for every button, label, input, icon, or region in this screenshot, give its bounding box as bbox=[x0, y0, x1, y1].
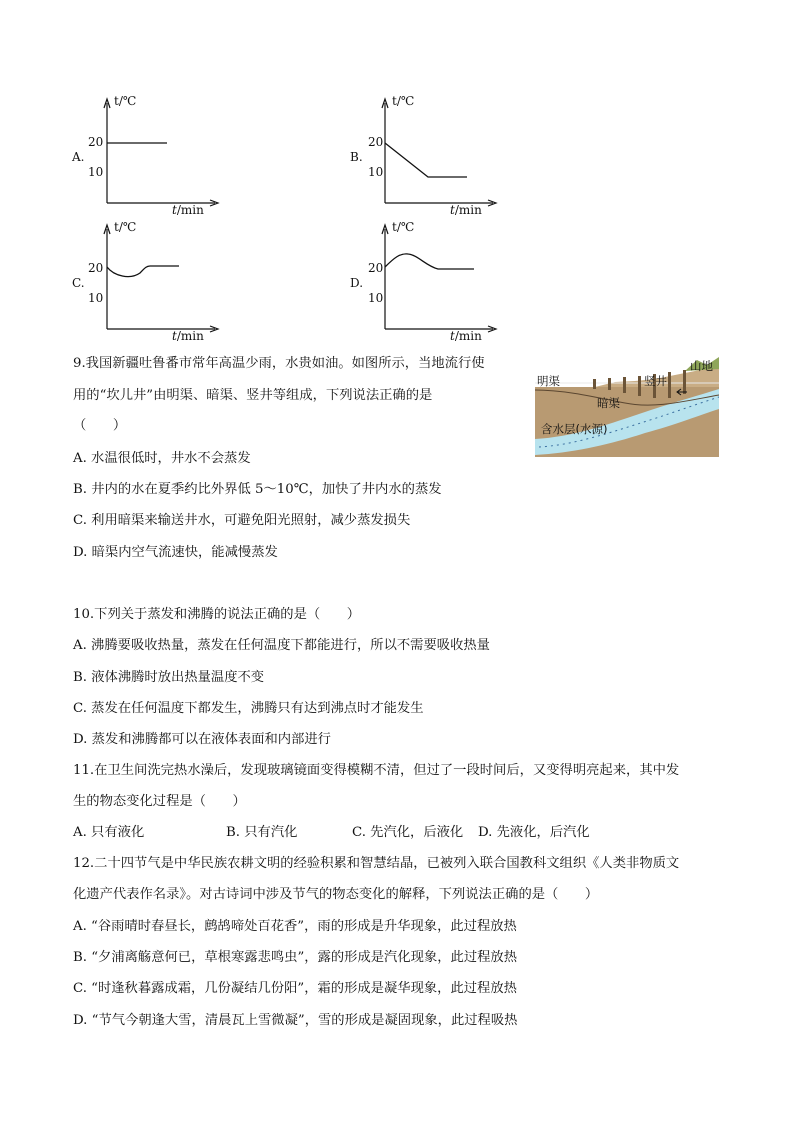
q10-stem: 10.下列关于蒸发和沸腾的说法正确的是（ ） bbox=[73, 607, 361, 622]
tick-label-10: 10 bbox=[88, 165, 104, 179]
temperature-curve bbox=[107, 266, 179, 277]
q12-stem-line-2: 化遗产代表作名录》。对古诗词中涉及节气的物态变化的解释，下列说法正确的是（ ） bbox=[73, 887, 599, 902]
graph-option-label: B. bbox=[350, 150, 363, 164]
q9-stem-line-1: 9.我国新疆吐鲁番市常年高温少雨，水贵如油。如图所示，当地流行使 bbox=[73, 356, 485, 371]
q11-options bbox=[73, 821, 590, 840]
tick-label-10: 10 bbox=[368, 165, 384, 179]
tick-label-20: 20 bbox=[368, 135, 384, 149]
q10-option-b: B. 液体沸腾时放出热量温度不变 bbox=[73, 670, 265, 685]
graph-option-label: D. bbox=[350, 276, 364, 290]
graph-d-plot bbox=[350, 218, 500, 338]
x-axis-label: t/min bbox=[450, 203, 482, 217]
x-axis-label: t/min bbox=[172, 203, 204, 217]
q12-option-d: D. “节气今朝逢大雪，清晨瓦上雪微凝”，雪的形成是凝固现象，此过程吸热 bbox=[73, 1013, 518, 1028]
tick-label-10: 10 bbox=[368, 291, 384, 305]
q9-option-a: A. 水温很低时，井水不会蒸发 bbox=[73, 451, 251, 466]
temperature-curve bbox=[385, 254, 474, 269]
q11-stem-line-1: 11.在卫生间洗完热水澡后，发现玻璃镜面变得模糊不清，但过了一段时间后，又变得明亮起来，其中发 bbox=[73, 763, 680, 778]
q9-stem-line-2: 用的“坎儿井”由明渠、暗渠、竖井等组成，下列说法正确的是 bbox=[73, 388, 433, 403]
x-axis-label: t/min bbox=[172, 329, 204, 343]
tick-label-10: 10 bbox=[88, 291, 104, 305]
y-axis-label: t/℃ bbox=[114, 220, 137, 234]
q9-option-d: D. 暗渠内空气流速快，能减慢蒸发 bbox=[73, 545, 278, 560]
graph-option-label: C. bbox=[72, 276, 85, 290]
label-shandi: 山地 bbox=[690, 359, 713, 373]
q10-option-a: A. 沸腾要吸收热量，蒸发在任何温度下都能进行，所以不需要吸收热量 bbox=[73, 638, 490, 653]
q9-option-b: B. 井内的水在夏季约比外界低 5～10℃，加快了井内水的蒸发 bbox=[73, 482, 442, 497]
q11-stem-line-2: 生的物态变化过程是（ ） bbox=[73, 794, 246, 809]
q11-option-a: A. 只有液化 bbox=[73, 825, 145, 840]
y-axis-label: t/℃ bbox=[114, 94, 137, 108]
q12-stem-line-1: 12.二十四节气是中华民族农耕文明的经验积累和智慧结晶，已被列入联合国教科文组织《人类非物质文 bbox=[73, 856, 680, 871]
q12-option-a: A. “谷雨晴时春昼长，鹧鸪啼处百花香”，雨的形成是升华现象，此过程放热 bbox=[73, 919, 517, 934]
label-mingqu: 明渠 bbox=[537, 374, 560, 388]
q10-option-d: D. 蒸发和沸腾都可以在液体表面和内部进行 bbox=[73, 732, 331, 747]
tick-label-20: 20 bbox=[88, 261, 104, 275]
q11-option-b: B. 只有汽化 bbox=[226, 825, 298, 840]
q11-option-d: D. 先液化，后汽化 bbox=[478, 825, 590, 840]
tick-label-20: 20 bbox=[368, 261, 384, 275]
y-axis-label: t/℃ bbox=[392, 94, 415, 108]
y-axis-label: t/℃ bbox=[392, 220, 415, 234]
tick-label-20: 20 bbox=[88, 135, 104, 149]
q12-option-c: C. “时逢秋暮露成霜，几份凝结几份阳”，霜的形成是凝华现象，此过程放热 bbox=[73, 981, 517, 996]
graph-option-label: A. bbox=[72, 150, 85, 164]
graph-b bbox=[350, 92, 750, 217]
q11-option-c: C. 先汽化，后液化 bbox=[352, 825, 464, 840]
q9-option-c: C. 利用暗渠来输送井水，可避免阳光照射，减少蒸发损失 bbox=[73, 513, 411, 528]
graph-c-plot bbox=[72, 218, 222, 338]
q12-option-b: B. “夕浦离觞意何已，草根寒露悲鸣虫”，露的形成是汽化现象，此过程放热 bbox=[73, 950, 518, 965]
graph-a-plot bbox=[72, 92, 222, 212]
label-anqu: 暗渠 bbox=[597, 396, 620, 410]
q10-option-c: C. 蒸发在任何温度下都发生，沸腾只有达到沸点时才能发生 bbox=[73, 701, 424, 716]
x-axis-label: t/min bbox=[450, 329, 482, 343]
q9-answer-blank: （ ） bbox=[73, 418, 127, 433]
graph-d bbox=[350, 218, 750, 343]
label-shujing: 竖井 bbox=[644, 374, 667, 388]
temperature-curve bbox=[385, 143, 467, 177]
karez-diagram bbox=[535, 357, 719, 457]
label-aquifer: 含水层(水源) bbox=[541, 422, 608, 436]
graph-b-plot bbox=[350, 92, 500, 212]
